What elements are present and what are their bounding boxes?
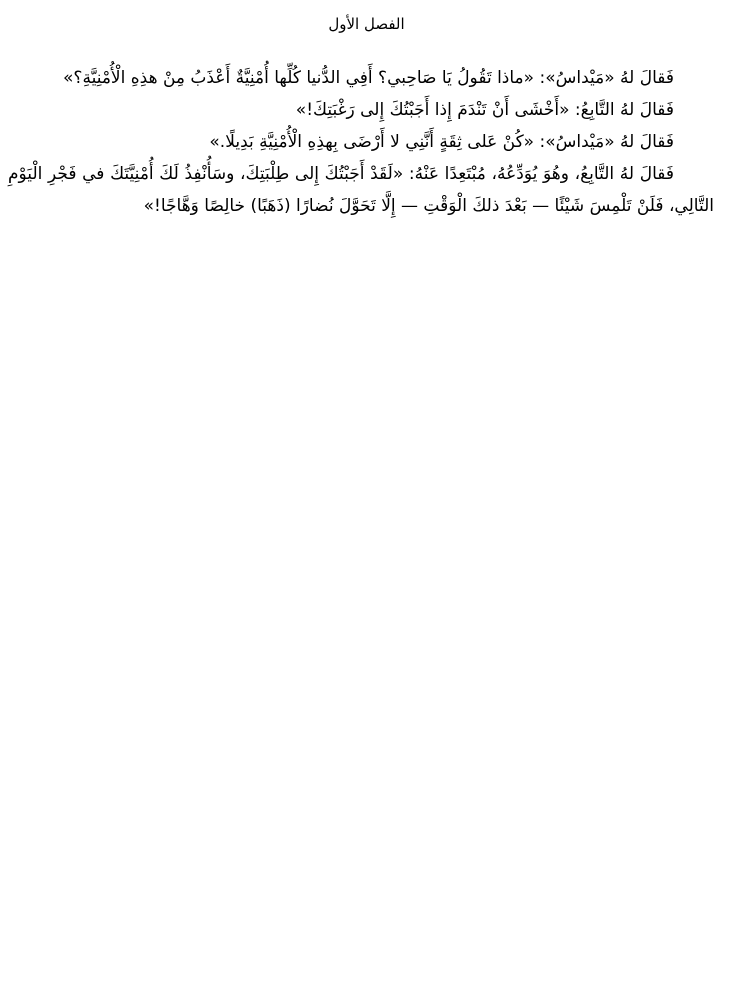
paragraph-follower-granting: فَقالَ لهُ التَّابِعُ، وهُوَ يُوَدِّعُهُ، مُبْتَعِدًا عَنْهُ: «لَقَدْ أَجَبْتُكَ إِلى طِلْبَتِكَ، وسَأُنْفِذُ لَكَ أُمْنِيَّتَكَ في فَجْرِ الْيَوْمِ التَّالِي، فَلَنْ تَلْمِسَ شَيْئًا — بَعْدَ ذلكَ الْوَقْتِ — إِلَّا تَحَوَّلَ نُضارًا (ذَهَبًا) خالِصًا وَهَّاجًا!»	[8, 164, 714, 216]
paragraph-midas-insistence: فَقالَ لهُ «مَيْداسُ»: «كُنْ عَلى ثِقَةٍ أَنَّنِي لا أَرْضَى بِهذِهِ الْأُمْنِيَّةِ بَدِيلًا.»	[209, 132, 674, 152]
paragraph-follower-warning: فَقالَ لهُ التَّابِعُ: «أَخْشَى أَنْ تَنْدَمَ إِذا أَجَبْتُكَ إِلى رَغْبَتِكَ!»	[295, 100, 674, 120]
paragraph-midas-question: فَقالَ لهُ «مَيْداسُ»: «ماذا تَقُولُ يَا صَاحِبي؟ أَفِي الدُّنيا كُلِّها أُمْنِيَّةٌ أَعْذَبُ مِنْ هذِهِ الْأُمْنِيَّةِ؟»	[63, 68, 674, 88]
chapter-title: الفصل الأول	[328, 15, 405, 33]
body-text	[8, 62, 714, 222]
